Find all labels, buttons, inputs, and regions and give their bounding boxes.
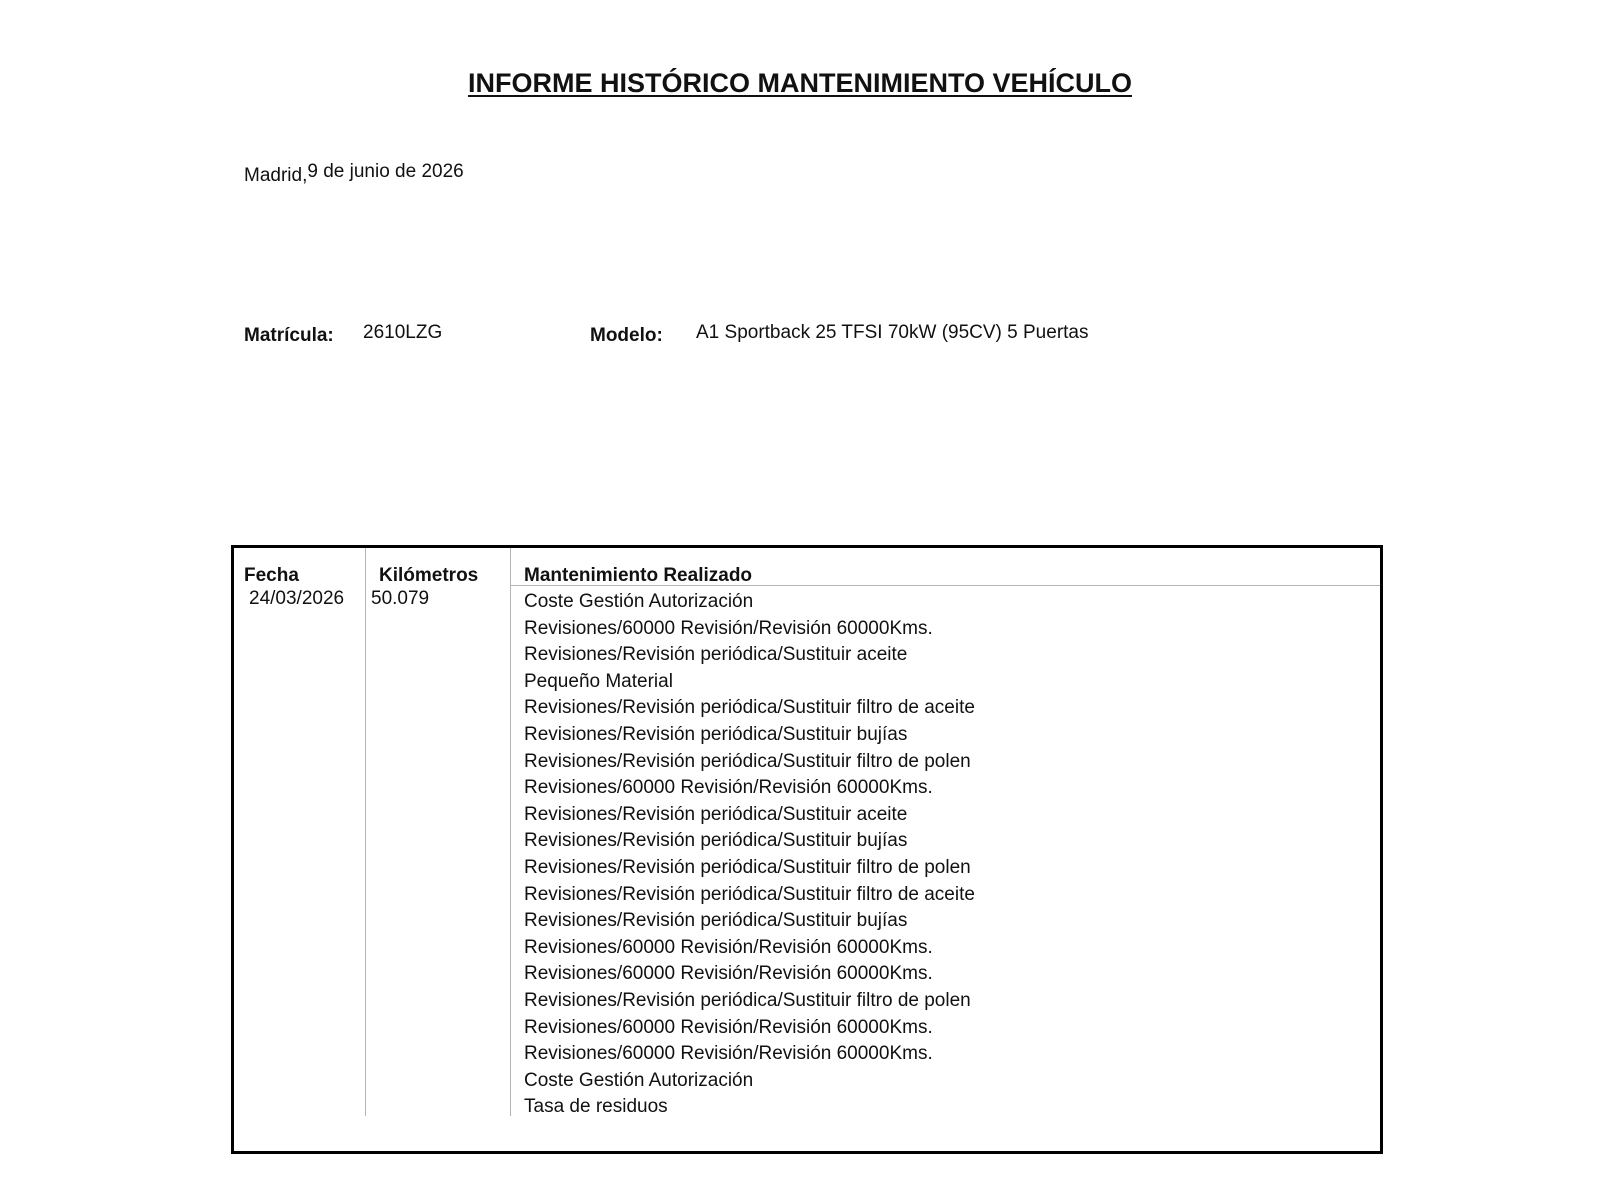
- maintenance-item: Coste Gestión Autorización: [524, 591, 754, 612]
- place-date-line: [244, 161, 464, 186]
- maintenance-item: Coste Gestión Autorización: [524, 1069, 754, 1091]
- maintenance-item: Revisiones/Revisión periódica/Sustituir bujías: [524, 910, 908, 932]
- maintenance-item: Revisiones/Revisión periódica/Sustituir aceite: [524, 644, 908, 666]
- maintenance-item: Revisiones/Revisión periódica/Sustituir filtro de polen: [524, 856, 971, 878]
- report-date: 9 de junio de 2026: [307, 161, 464, 182]
- maintenance-item: Revisiones/Revisión periódica/Sustituir filtro de polen: [524, 989, 971, 1011]
- maintenance-item: Revisiones/Revisión periódica/Sustituir filtro de polen: [524, 750, 971, 772]
- plate-value: 2610LZG: [363, 322, 443, 343]
- header-date: Fecha: [244, 565, 299, 586]
- model-value: A1 Sportback 25 TFSI 70kW (95CV) 5 Puertas: [696, 322, 1089, 343]
- maintenance-table: [231, 545, 1383, 1154]
- maintenance-item: Revisiones/60000 Revisión/Revisión 60000Kms.: [524, 617, 933, 639]
- maintenance-item: Revisiones/60000 Revisión/Revisión 60000Kms.: [524, 936, 933, 958]
- maintenance-item: Revisiones/60000 Revisión/Revisión 60000Kms.: [524, 963, 933, 985]
- report-place: Madrid,: [244, 165, 308, 186]
- column-divider: [365, 548, 366, 1116]
- maintenance-item: Revisiones/Revisión periódica/Sustituir filtro de aceite: [524, 697, 975, 719]
- header-km: Kilómetros: [379, 565, 479, 586]
- header-maintenance: Mantenimiento Realizado: [524, 565, 753, 586]
- maintenance-item: Pequeño Material: [524, 670, 673, 692]
- maintenance-items: [524, 589, 975, 1121]
- maintenance-item: Revisiones/Revisión periódica/Sustituir bujías: [524, 830, 908, 852]
- column-divider: [510, 548, 511, 1116]
- model-label: Modelo:: [590, 325, 663, 346]
- maintenance-item: Revisiones/Revisión periódica/Sustituir bujías: [524, 723, 908, 745]
- maintenance-item: Revisiones/Revisión periódica/Sustituir aceite: [524, 803, 908, 825]
- row-date: 24/03/2026: [249, 588, 345, 609]
- maintenance-item: Tasa de residuos: [524, 1096, 668, 1118]
- report-title: INFORME HISTÓRICO MANTENIMIENTO VEHÍCULO: [467, 68, 1132, 98]
- maintenance-item: Revisiones/60000 Revisión/Revisión 60000Kms.: [524, 1043, 933, 1065]
- maintenance-item: Revisiones/60000 Revisión/Revisión 60000Kms.: [524, 777, 933, 799]
- maintenance-item: Revisiones/Revisión periódica/Sustituir filtro de aceite: [524, 883, 975, 905]
- row-km: 50.079: [371, 588, 430, 609]
- plate-label: Matrícula:: [244, 325, 334, 346]
- maintenance-item: Revisiones/60000 Revisión/Revisión 60000Kms.: [524, 1016, 933, 1038]
